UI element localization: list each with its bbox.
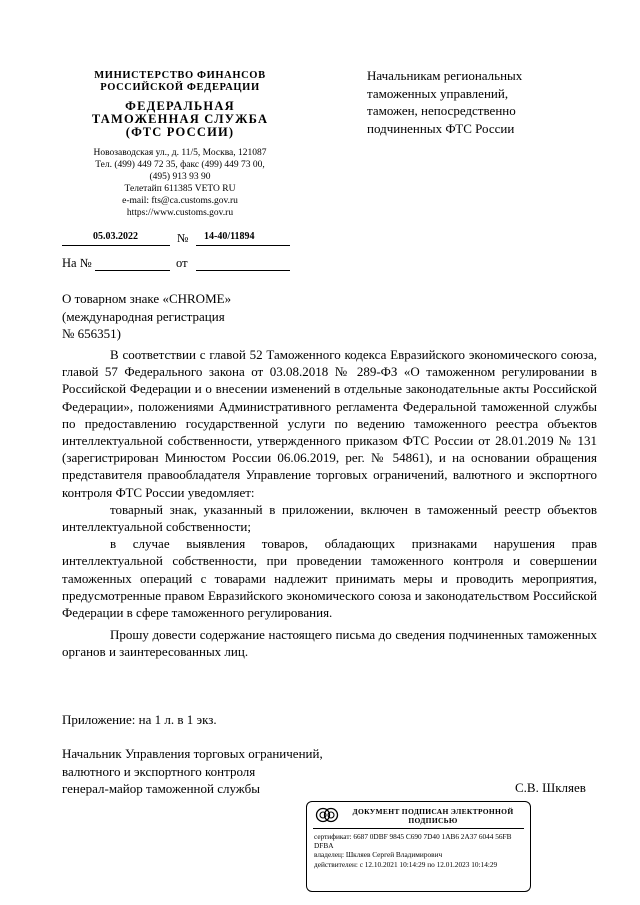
body-paragraph-1: В соответствии с главой 52 Таможенного кодекса Евразийского экономического союза, главой 57 Федерального закона от 03.08.2018 № 289-ФЗ «О таможенном регулировании в Российской Федерации и о внесении изменений в отдельные законодательные акты Российской Федерации», положениями Административного регламента Федеральной таможенной службы по предоставлению государственной услуги по ведению таможенного реестра объектов интеллектуальной собственности, утвержденного приказом ФТС России от 28.01.2019 № 131 (зарегистрирован Минюстом России 06.06.2019, рег. № 54861), и на основании обращения представителя правообладателя Управление торговых ограничений, валютного и экспортного контроля ФТС России уведомляет: (62, 347, 597, 500)
service-line-3: (ФТС РОССИИ) (125, 125, 235, 139)
subject-line-3: № 656351) (62, 326, 121, 341)
reference-number-underline (95, 270, 170, 271)
letter-subject (62, 290, 322, 343)
stamp-divider (313, 828, 524, 829)
signatory-name: С.В. Шкляев (515, 780, 586, 795)
stamp-validity: действителен: с 12.10.2021 10:14:29 по 12.01.2023 10:14:29 (314, 859, 498, 869)
subject-line-1: О товарном знаке «CHROME» (62, 291, 232, 306)
registration-date: 05.03.2022 (93, 231, 138, 242)
reference-from-label: от (176, 256, 188, 270)
signatory-title-line-1: Начальник Управления торговых ограничений, (62, 746, 323, 761)
signatory-title (62, 745, 382, 798)
address-line-2: Тел. (499) 449 72 35, факс (499) 449 73 00, (95, 160, 265, 170)
stamp-details (314, 832, 526, 869)
ministry-line-1: МИНИСТЕРСТВО ФИНАНСОВ (94, 70, 266, 81)
letter-body (62, 346, 597, 661)
stamp-certificate: сертификат: 6687 0DBF 9845 C690 7D40 1AB6 2A37 6044 56FB DFBA (314, 832, 512, 851)
stamp-owner: владелец: Шкляев Сергей Владимирович (314, 850, 443, 860)
signatory-title-line-3: генерал-майор таможенной службы (62, 781, 260, 796)
attachment-note: Приложение: на 1 л. в 1 экз. (62, 712, 217, 727)
signatory-title-line-2: валютного и экспортного контроля (62, 763, 256, 779)
electronic-signature-stamp (306, 801, 531, 892)
service-line-2: ТАМОЖЕННАЯ СЛУЖБА (91, 112, 269, 126)
addressee-block (367, 67, 617, 137)
subject-line-2: (международная регистрация (62, 308, 225, 324)
address-line-3: (495) 913 93 90 (149, 172, 211, 182)
number-underline (196, 245, 290, 246)
date-underline (62, 245, 170, 246)
addressee-line-3: таможен, непосредственно (367, 103, 516, 118)
number-sign: № (177, 231, 189, 245)
service-address (60, 147, 300, 219)
body-paragraph-2: товарный знак, указанный в приложении, включен в таможенный реестр объектов интеллектуальной собственности; (62, 501, 597, 535)
digital-signature-icon (315, 806, 339, 824)
address-line-4: Телетайп 611385 VETO RU (124, 184, 236, 194)
address-line-5: e-mail: fts@ca.customs.gov.ru (122, 196, 238, 206)
ministry-name (60, 70, 300, 94)
registration-number: 14-40/11894 (204, 231, 255, 242)
address-line-1: Новозаводская ул., д. 11/5, Москва, 121087 (93, 148, 267, 158)
reference-date-underline (196, 270, 290, 271)
service-line-1: ФЕДЕРАЛЬНАЯ (125, 99, 235, 113)
addressee-line-2: таможенных управлений, (367, 85, 509, 101)
ministry-line-2: РОССИЙСКОЙ ФЕДЕРАЦИИ (100, 82, 260, 93)
reference-label: На № (62, 256, 92, 270)
address-line-6: https://www.customs.gov.ru (126, 208, 234, 218)
addressee-line-1: Начальникам региональных (367, 68, 523, 83)
service-name (60, 100, 300, 139)
body-paragraph-3: в случае выявления товаров, обладающих признаками нарушения прав интеллектуальной собственности, при проведении таможенного контроля и совершении таможенных операций с товарами надлежит принимать меры и проводить мероприятия, предусмотренные правом Евразийского экономического союза и законодательством Российской Федерации в сфере таможенного регулирования. (62, 536, 597, 621)
addressee-line-4: подчиненных ФТС России (367, 120, 515, 136)
body-paragraph-4: Прошу довести содержание настоящего письма до сведения подчиненных таможенных органов и заинтересованных лиц. (62, 627, 597, 660)
stamp-title: ДОКУМЕНТ ПОДПИСАН ЭЛЕКТРОННОЙ ПОДПИСЬЮ (352, 807, 514, 825)
